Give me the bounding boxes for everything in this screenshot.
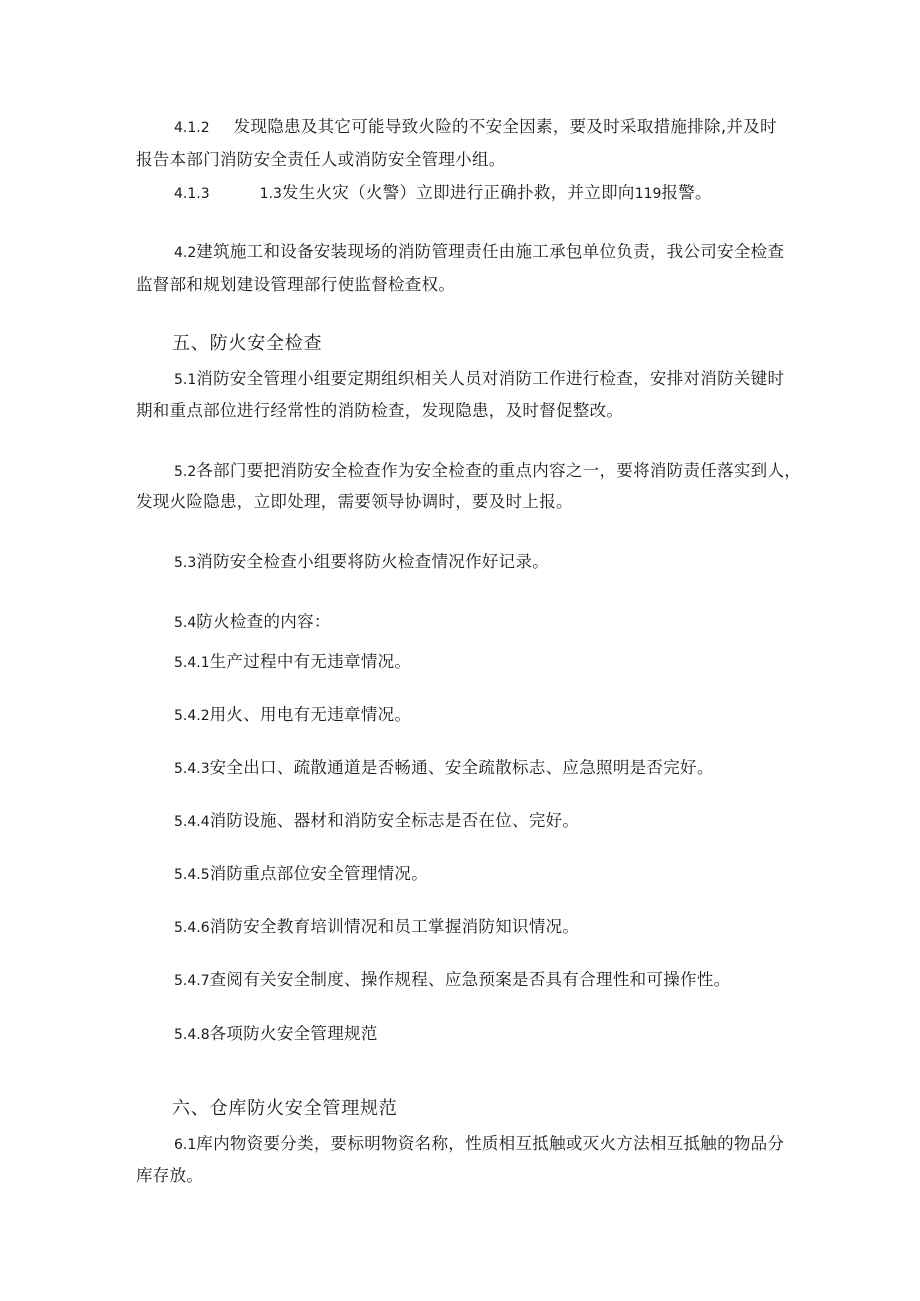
- item-number: 5.4.1: [174, 655, 210, 671]
- clause-number: 6.1: [174, 1137, 197, 1153]
- item-number: 5.4.8: [174, 1027, 210, 1043]
- clause-number: 5.2: [174, 464, 197, 480]
- item-number: 5.4.5: [174, 867, 210, 883]
- clause-number: 5.4: [174, 615, 197, 631]
- item-text: 安全出口、疏散通道是否畅通、安全疏散标志、应急照明是否完好。: [209, 758, 714, 777]
- item-text: 查阅有关安全制度、操作规程、应急预案是否具有合理性和可操作性。: [209, 970, 731, 989]
- clause-text: 库内物资要分类，要标明物资名称，性质相互抵触或灭火方法相互抵触的物品分: [196, 1134, 785, 1153]
- paragraph-4-2-line-2: [136, 274, 455, 296]
- clause-text: 消防安全管理小组要定期组织相关人员对消防工作进行检查，安排对消防关键时: [196, 369, 785, 388]
- section-5-heading: 五、防火安全检查: [172, 333, 323, 354]
- list-item: [174, 704, 411, 727]
- item-number: 5.4.6: [174, 920, 210, 936]
- list-item: [174, 969, 730, 992]
- item-text: 消防安全教育培训情况和员工掌握消防知识情况。: [209, 917, 580, 936]
- clause-number: 4.1.3: [174, 186, 210, 202]
- paragraph-5-3: [174, 551, 549, 574]
- clause-text: 发现火险隐患，立即处理，需要领导协调时，要及时上报。: [136, 492, 573, 511]
- clause-text: 发现隐患及其它可能导致火险的不安全因素，要及时采取措施排除,并及时: [233, 117, 777, 136]
- paragraph-4-1-2-line-1: [174, 116, 777, 139]
- item-text: 生产过程中有无违章情况。: [209, 652, 412, 671]
- clause-text: 建筑施工和设备安装现场的消防管理责任由施工承包单位负责，我公司安全检查: [196, 242, 785, 261]
- clause-text: 期和重点部位进行经常性的消防检查，发现隐患，及时督促整改。: [136, 401, 624, 420]
- clause-number: 5.3: [174, 555, 197, 571]
- item-text: 消防重点部位安全管理情况。: [209, 864, 429, 883]
- item-text: 各项防火安全管理规范: [209, 1024, 378, 1043]
- paragraph-4-1-3: [174, 182, 712, 205]
- paragraph-5-1-line-1: [174, 368, 784, 391]
- item-text: 消防设施、器材和消防安全标志是否在位、完好。: [209, 811, 580, 830]
- list-item: [174, 916, 579, 939]
- paragraph-4-1-2-line-2: [136, 149, 506, 171]
- list-item: [174, 810, 579, 833]
- list-item: [174, 757, 714, 780]
- clause-text-end: 报警。: [661, 183, 712, 202]
- clause-number: 5.1: [174, 372, 197, 388]
- clause-text: 库存放。: [136, 1166, 204, 1185]
- item-number: 5.4.7: [174, 973, 210, 989]
- paragraph-5-2-line-2: [136, 491, 573, 513]
- section-6-heading: 六、仓库防火安全管理规范: [172, 1098, 398, 1119]
- clause-text: 各部门要把消防安全检查作为安全检查的重点内容之一，要将消防责任落实到人，: [196, 461, 802, 480]
- clause-text: 报告本部门消防安全责任人或消防安全管理小组。: [136, 150, 506, 169]
- clause-text: 监督部和规划建设管理部行使监督检查权。: [136, 275, 456, 294]
- clause-text: 防火检查的内容：: [196, 612, 331, 631]
- list-item: [174, 863, 428, 886]
- item-number: 5.4.4: [174, 814, 210, 830]
- paragraph-5-4: [174, 611, 331, 634]
- list-item: [174, 1023, 378, 1046]
- clause-text: 消防安全检查小组要将防火检查情况作好记录。: [196, 552, 550, 571]
- paragraph-4-2-line-1: [174, 241, 784, 264]
- clause-text: 发生火灾（火警）立即进行正确扑救，并立即向: [281, 183, 635, 202]
- clause-number: 4.2: [174, 245, 197, 261]
- paragraph-5-2-line-1: [174, 460, 801, 483]
- clause-number: 4.1.2: [174, 120, 210, 136]
- sub-number: 1.3: [259, 186, 282, 202]
- item-number: 5.4.3: [174, 761, 210, 777]
- paragraph-6-1-line-1: [174, 1133, 784, 1156]
- list-item: [174, 651, 411, 674]
- paragraph-6-1-line-2: [136, 1165, 203, 1187]
- paragraph-5-1-line-2: [136, 400, 623, 422]
- item-text: 用火、用电有无违章情况。: [209, 705, 412, 724]
- item-number: 5.4.2: [174, 708, 210, 724]
- phone-number: 119: [634, 186, 662, 202]
